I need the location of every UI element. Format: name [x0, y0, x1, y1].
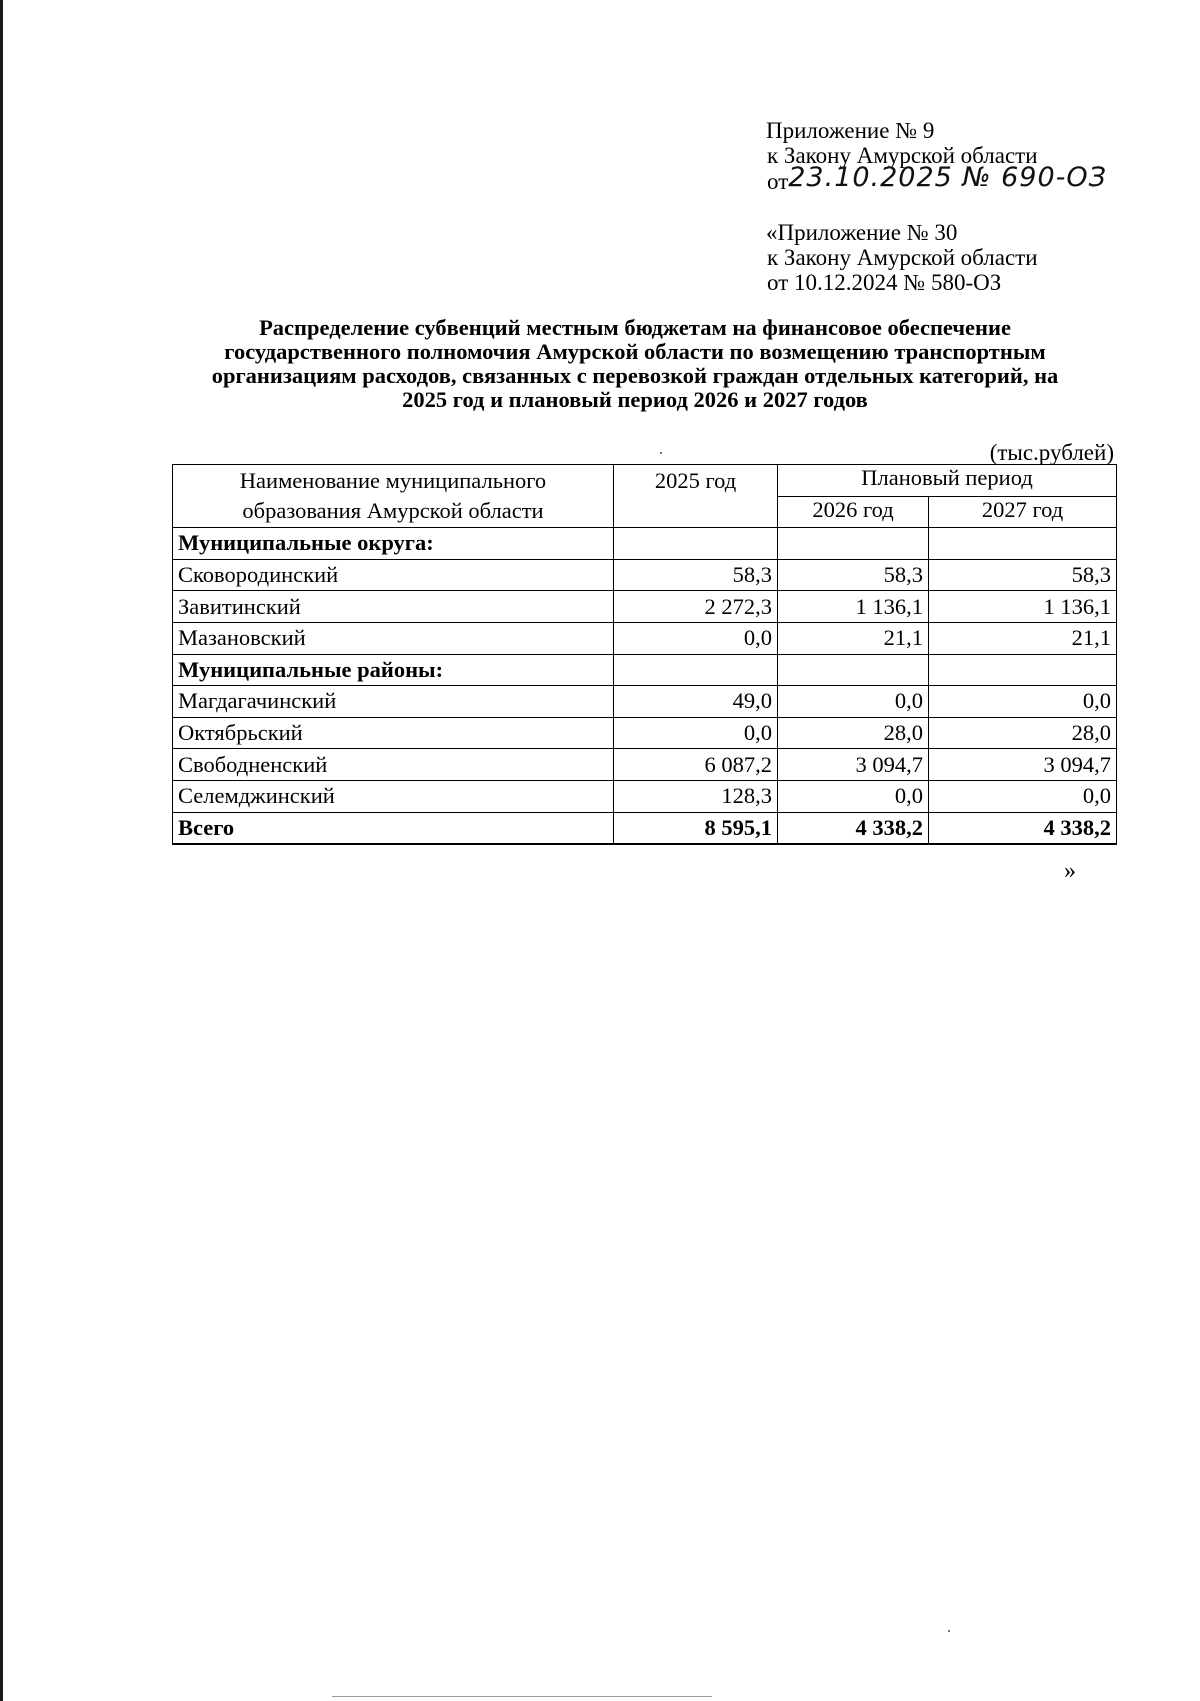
header-municipality-name: [173, 465, 614, 528]
total-2026: 4 338,2: [778, 812, 929, 844]
header-name-line: образования Амурской области: [242, 498, 544, 523]
municipality-name: Селемджинский: [173, 780, 614, 812]
document-title: [170, 316, 1100, 412]
scan-speck: [660, 452, 662, 454]
handwritten-date-signature: 23.10.2025 № 690-ОЗ: [788, 162, 1107, 193]
group-label: Муниципальные районы:: [173, 654, 614, 686]
value-2027: 1 136,1: [929, 591, 1117, 623]
value-2027: 0,0: [929, 780, 1117, 812]
appendix-previous-title: «Приложение № 30: [766, 220, 958, 245]
table-row: [173, 559, 1117, 591]
header-year-2026: 2026 год: [778, 496, 929, 528]
appendix-current-title: Приложение № 9: [766, 118, 935, 143]
document-title-line: Распределение субвенций местным бюджетам на финансовое обеспечение: [259, 315, 1011, 340]
value-2027: 21,1: [929, 622, 1117, 654]
municipality-name: Сковородинский: [173, 559, 614, 591]
municipality-name: Мазановский: [173, 622, 614, 654]
value-2025: 49,0: [614, 686, 778, 718]
document-title-line: 2025 год и плановый период 2026 и 2027 годов: [402, 387, 868, 412]
table-row: [173, 780, 1117, 812]
municipality-name: Магдагачинский: [173, 686, 614, 718]
value-2026: 0,0: [778, 686, 929, 718]
value-2026: 3 094,7: [778, 749, 929, 781]
value-2025: 0,0: [614, 717, 778, 749]
value-2026: 0,0: [778, 780, 929, 812]
empty-cell: [778, 654, 929, 686]
value-2027: 28,0: [929, 717, 1117, 749]
header-year-2025: 2025 год: [614, 465, 778, 528]
scan-edge: [0, 0, 3, 1701]
appendix-current-header: [766, 118, 1107, 194]
scan-speck: [948, 1630, 950, 1632]
appendix-current-law-ref: к Закону Амурской области: [767, 143, 1038, 168]
appendix-previous-law-ref: к Закону Амурской области: [767, 245, 1038, 270]
group-row-municipal-regions: [173, 654, 1117, 686]
value-2026: 28,0: [778, 717, 929, 749]
total-label: Всего: [173, 812, 614, 844]
empty-cell: [778, 528, 929, 560]
group-label: Муниципальные округа:: [173, 528, 614, 560]
appendix-current-date-prefix: от: [767, 169, 789, 194]
value-2026: 58,3: [778, 559, 929, 591]
value-2025: 0,0: [614, 622, 778, 654]
value-2025: 128,3: [614, 780, 778, 812]
table-row: [173, 622, 1117, 654]
total-2027: 4 338,2: [929, 812, 1117, 844]
empty-cell: [929, 528, 1117, 560]
table-row: [173, 717, 1117, 749]
municipality-name: Завитинский: [173, 591, 614, 623]
document-title-line: государственного полномочия Амурской области по возмещению транспортным: [224, 339, 1046, 364]
value-2027: 3 094,7: [929, 749, 1117, 781]
table-row: [173, 686, 1117, 718]
total-2025: 8 595,1: [614, 812, 778, 844]
municipality-name: Свободненский: [173, 749, 614, 781]
value-2027: 0,0: [929, 686, 1117, 718]
appendix-previous-header: [766, 220, 1038, 295]
municipality-name: Октябрьский: [173, 717, 614, 749]
value-2027: 58,3: [929, 559, 1117, 591]
closing-quote: »: [1064, 858, 1076, 884]
table-header-row: [173, 465, 1117, 497]
total-row: [173, 812, 1117, 844]
empty-cell: [929, 654, 1117, 686]
header-planned-period: Плановый период: [778, 465, 1117, 497]
subventions-table: [172, 464, 1117, 845]
value-2026: 1 136,1: [778, 591, 929, 623]
value-2025: 58,3: [614, 559, 778, 591]
appendix-previous-date: от 10.12.2024 № 580-ОЗ: [767, 270, 1002, 295]
header-year-2027: 2027 год: [929, 496, 1117, 528]
empty-cell: [614, 654, 778, 686]
appendix-current-date-line: [766, 162, 1107, 194]
table-row: [173, 749, 1117, 781]
units-label: (тыс.рублей): [989, 440, 1114, 465]
table-row: [173, 591, 1117, 623]
empty-cell: [614, 528, 778, 560]
value-2025: 6 087,2: [614, 749, 778, 781]
document-title-line: организациям расходов, связанных с перевозкой граждан отдельных категорий, на: [211, 363, 1059, 388]
group-row-municipal-districts: [173, 528, 1117, 560]
value-2026: 21,1: [778, 622, 929, 654]
header-name-line: Наименование муниципального: [239, 468, 547, 493]
scan-bottom-edge: [332, 1696, 712, 1697]
value-2025: 2 272,3: [614, 591, 778, 623]
